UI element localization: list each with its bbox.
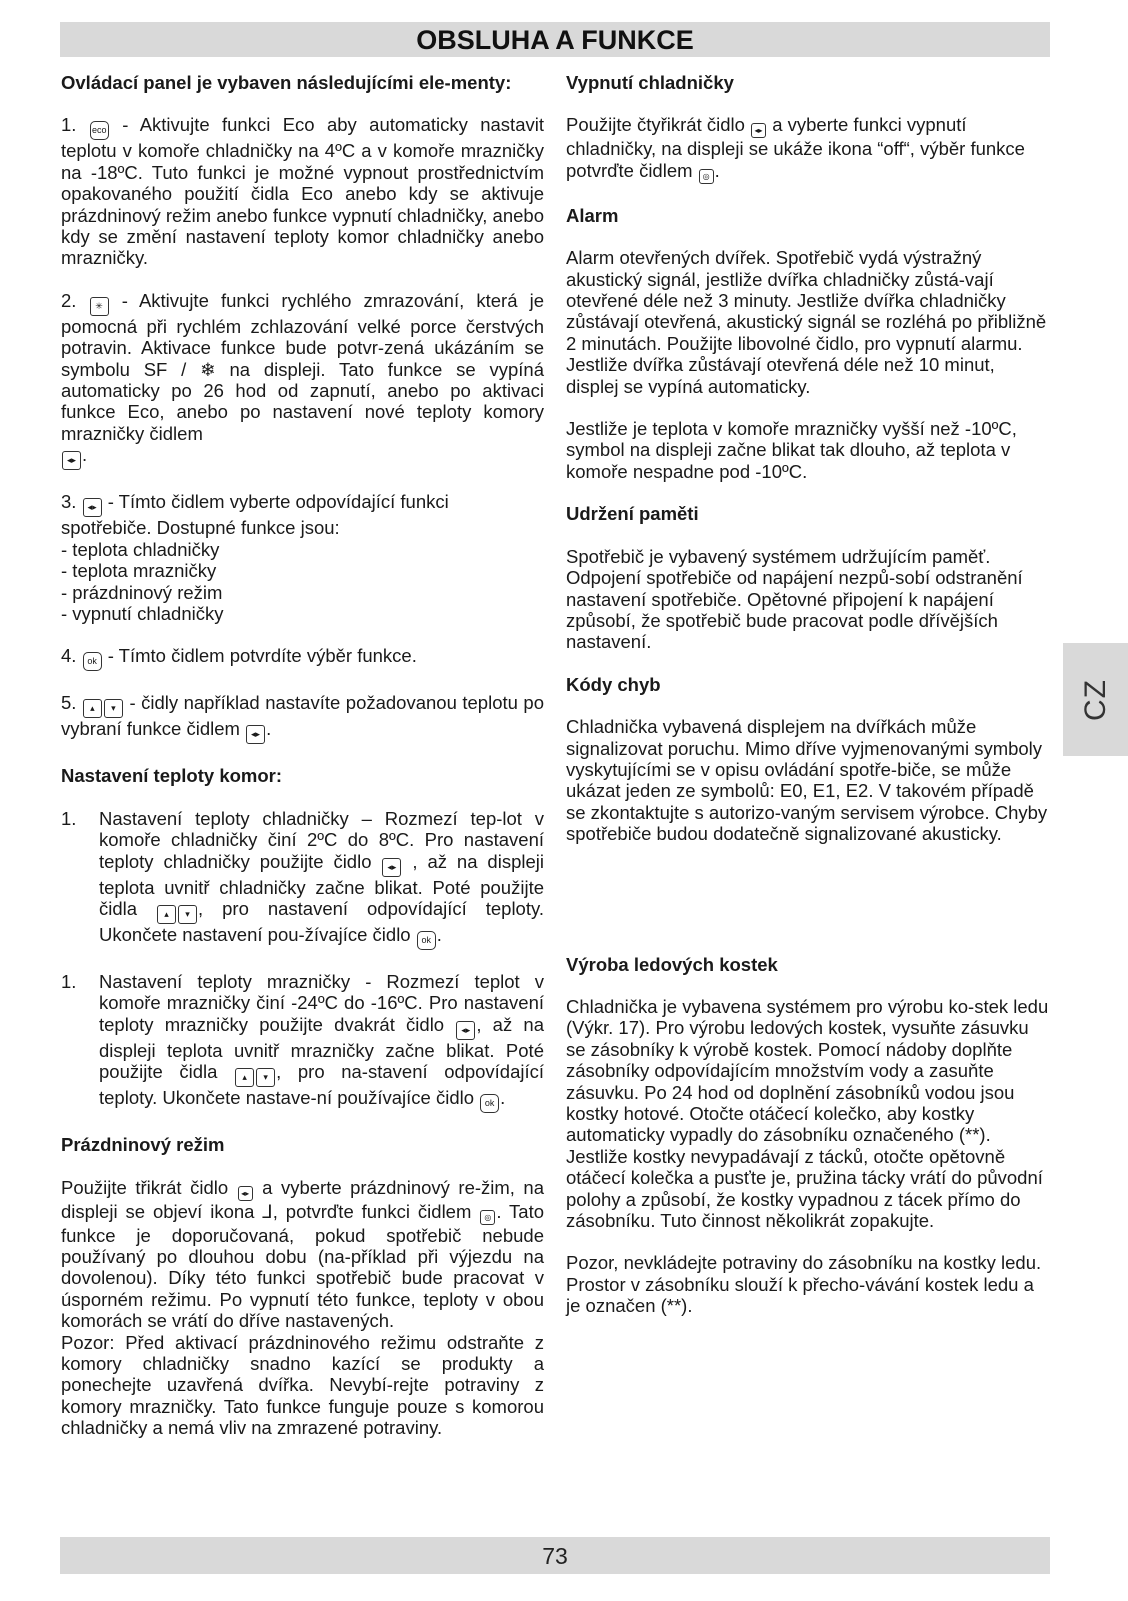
control-item-5: 5. ▴ ▾ - čidly například nastavíte požadovanou teplotu po vybraní funkce čidlem ◂▸ . <box>61 692 544 744</box>
down-arrow-icon: ▾ <box>104 699 123 718</box>
memory-paragraph: Spotřebič je vybavený systémem udržujícím paměť. Odpojení spotřebiče od napájení nezpů-sobí odstranění nastavení spotřebiče. Opětovné připojení k napájení způsobí, že spotřebič bude pracovat podle dřívějších nastavení. <box>566 545 1023 653</box>
ok-icon: ok <box>480 1094 499 1113</box>
ok-icon: ok <box>83 652 102 671</box>
ice-warning: Pozor, nevkládejte potraviny do zásobníku na kostky ledu. Prostor v zásobníku slouží k přecho-vávání kostek ledu a je označen (**). <box>566 1252 1042 1317</box>
arrows-icon: ◂▸ <box>456 1021 475 1040</box>
function-list-item: - teplota mrazničky <box>61 560 217 582</box>
right-column <box>566 72 1051 1338</box>
control-item-1: 1. eco - Aktivujte funkci Eco aby automaticky nastavit teplotu v komoře chladničky na 4ºC a v komoře mrazničky na -18ºC. Tuto funkci je možné vypnout prostřednictvím opakovaného použití čidla Eco anebo kdy se aktivuje prázdninový režim anebo funkce vypnutí chladničky, anebo kdy se změní nastavení teploty komor chladničky anebo mrazničky. <box>61 114 544 269</box>
holiday-paragraph: Použijte třikrát čidlo ◂▸ a vyberte prázdninový re-žim, na displeji se objeví ikona ⅃, potvrďte funkci čidlem ◎ . Tato funkce je doporučovaná, pokud spotřebič nebude používaný po dlouhou dobu (na-příklad při výjezdu na dovolenou). Díky této funkci spotřebič bude pracovat v úsporném režimu. Po vypnutí této funkce, teploty v obou komorách se vrátí do dříve nastavených. <box>61 1176 545 1332</box>
language-tab <box>1063 643 1128 756</box>
page-number: 73 <box>60 1537 1050 1574</box>
function-list-item: - prázdninový režim <box>61 581 223 603</box>
language-tab-label: CZ <box>1078 678 1112 721</box>
temperature-heading: Nastavení teploty komor: <box>61 765 283 787</box>
arrows-icon: ◂▸ <box>62 451 81 470</box>
eco-icon: eco <box>90 121 109 140</box>
left-column <box>61 72 544 1439</box>
down-arrow-icon: ▾ <box>178 905 197 924</box>
error-codes-heading: Kódy chyb <box>566 673 661 695</box>
memory-heading: Udržení paměti <box>566 503 699 525</box>
control-item-2: 2. ✳ - Aktivujte funkci rychlého zmrazování, která je pomocná při rychlém zchlazování velké porce čerstvých potravin. Aktivace funkce bude potvr-zená ukázáním se symbolu SF / ❄ na displeji. Tato funkce se vypíná automaticky po 26 hod od zapnutí, anebo po aktivaci funkce Eco, anebo po nastavení nové teploty komory mrazničky čidlem ◂▸ . <box>61 290 544 470</box>
function-list-item: - vypnutí chladničky <box>61 602 224 624</box>
temperature-item-freezer: 1. Nastavení teploty mrazničky - Rozmezí teplot v komoře mrazničky činí -24ºC do -16ºC. Pro nastavení teploty mrazničky použijte dvakrát čidlo ◂▸ , až na displeji teplota uvnitř mrazničky začne blikat. Poté použijte čidla ▴ ▾ , pro na-stavení odpovídající teploty. Ukončete nastave-ní používajíce čidlo ok . <box>61 971 544 1113</box>
arrows-icon: ◂▸ <box>238 1186 253 1201</box>
holiday-heading: Prázdninový režim <box>61 1134 225 1156</box>
function-list-item: - teplota chladničky <box>61 538 220 560</box>
holiday-icon: ⅃ <box>262 1200 273 1222</box>
arrows-icon: ◂▸ <box>246 725 265 744</box>
fridge-off-heading: Vypnutí chladničky <box>566 72 734 93</box>
confirm-icon: ◎ <box>480 1210 495 1225</box>
holiday-warning: Pozor: Před aktivací prázdninového režimu odstraňte z komory chladničky snadno kazící se produkty a ponechejte uzavřená dvířka. Nevybí-rejte potraviny z komory mrazničky. Tato funkce funguje pouze s komorou chladničky a nemá vliv na zmrazené potraviny. <box>61 1331 544 1439</box>
temperature-item-fridge: 1. Nastavení teploty chladničky – Rozmezí tep-lot v komoře chladničky činí 2ºC do 8ºC. Pro nastavení teploty chladničky použijte čidlo ◂▸ , až na displeji teplota uvnitř chladničky začne blikat. Poté použijte čidla ▴ ▾ , pro nastavení odpovídající teploty. Ukončete nastavení pou-žívajíce čidlo ok . <box>61 808 544 950</box>
intro-heading: Ovládací panel je vybaven následujícími ele-menty: <box>61 72 512 93</box>
alarm-temperature-paragraph: Jestliže je teplota v komoře mrazničky vyšší než -10ºC, symbol na displeji začne blikat tak dlouho, až teplota v komoře nespadne pod -10ºC. <box>566 418 1017 482</box>
confirm-icon: ◎ <box>699 169 714 184</box>
alarm-paragraph: Alarm otevřených dvířek. Spotřebič vydá výstražný akustický signál, jestliže dvířka chladničky zůstá-vají otevřené déle než 3 minuty. Jestliže dvířka chladničky zůstávají otevřená, akustický signál se rozléhá po přibližně 2 minutách. Použijte libovolné čidlo, pro vypnutí alarmu. Jestliže dvířka zůstávají otevřená déle než 10 minut, displej se vypíná automaticky. <box>566 247 1047 397</box>
snowflake-icon: ✳ <box>90 297 109 316</box>
fridge-off-paragraph: Použijte čtyřikrát čidlo ◂▸ a vyberte funkci vypnutí chladničky, na displeji se ukáže ikona “off“, výběr funkce potvrďte čidlem ◎ . <box>566 114 1051 183</box>
arrows-icon: ◂▸ <box>83 498 102 517</box>
ok-icon: ok <box>417 931 436 950</box>
error-codes-paragraph: Chladnička vybavená displejem na dvířkách může signalizovat poruchu. Mimo dříve vyjmenovanými symboly vyskytujícími se v opisu ovládání spotře-biče, se může ukázat jeden ze symbolů: E0, E1, E2. V takovém případě se zkontaktujte s autorizo-vaným servisem výrobce. Chyby spotřebiče budou dodatečně signalizované akusticky. <box>566 716 1048 845</box>
ice-paragraph: Chladnička je vybavena systémem pro výrobu ko-stek ledu (Výkr. 17). Pro výrobu ledových kostek, vysuňte zásuvku se zásobníky k výrobě kostek. Pomocí nádoby doplňte zásobníky odpovídajícím množstvím vody a zasuňte zásuvku. Po 24 hod od doplnění zásobníků vodou jsou kostky hotové. Otočte otáčecí kolečko, aby kostky automaticky vypadly do zásobníku označeného (**). Jestliže kostky nevypadávají z tácků, otočte opětovně otáčecí kolečka a pusťte je, pružina tácky vrátí do původní polohy a způsobí, že kostky vypadnou z tácek přímo do zásobníku. Tuto činnost několikrát zopakujte. <box>566 995 1049 1232</box>
arrows-icon: ◂▸ <box>751 123 766 138</box>
control-item-3: 3. ◂▸ - Tímto čidlem vyberte odpovídající funkci spotřebiče. Dostupné funkce jsou: - teplota chladničky - teplota mrazničky - prázdninový režim - vypnutí chladničky <box>61 491 544 624</box>
up-arrow-icon: ▴ <box>157 905 176 924</box>
arrows-icon: ◂▸ <box>382 858 401 877</box>
up-arrow-icon: ▴ <box>235 1068 254 1087</box>
page-title: OBSLUHA A FUNKCE <box>60 22 1050 57</box>
ice-heading: Výroba ledových kostek <box>566 953 778 975</box>
alarm-heading: Alarm <box>566 204 619 226</box>
up-arrow-icon: ▴ <box>83 699 102 718</box>
control-item-4: 4. ok - Tímto čidlem potvrdíte výběr funkce. <box>61 645 544 671</box>
down-arrow-icon: ▾ <box>256 1068 275 1087</box>
